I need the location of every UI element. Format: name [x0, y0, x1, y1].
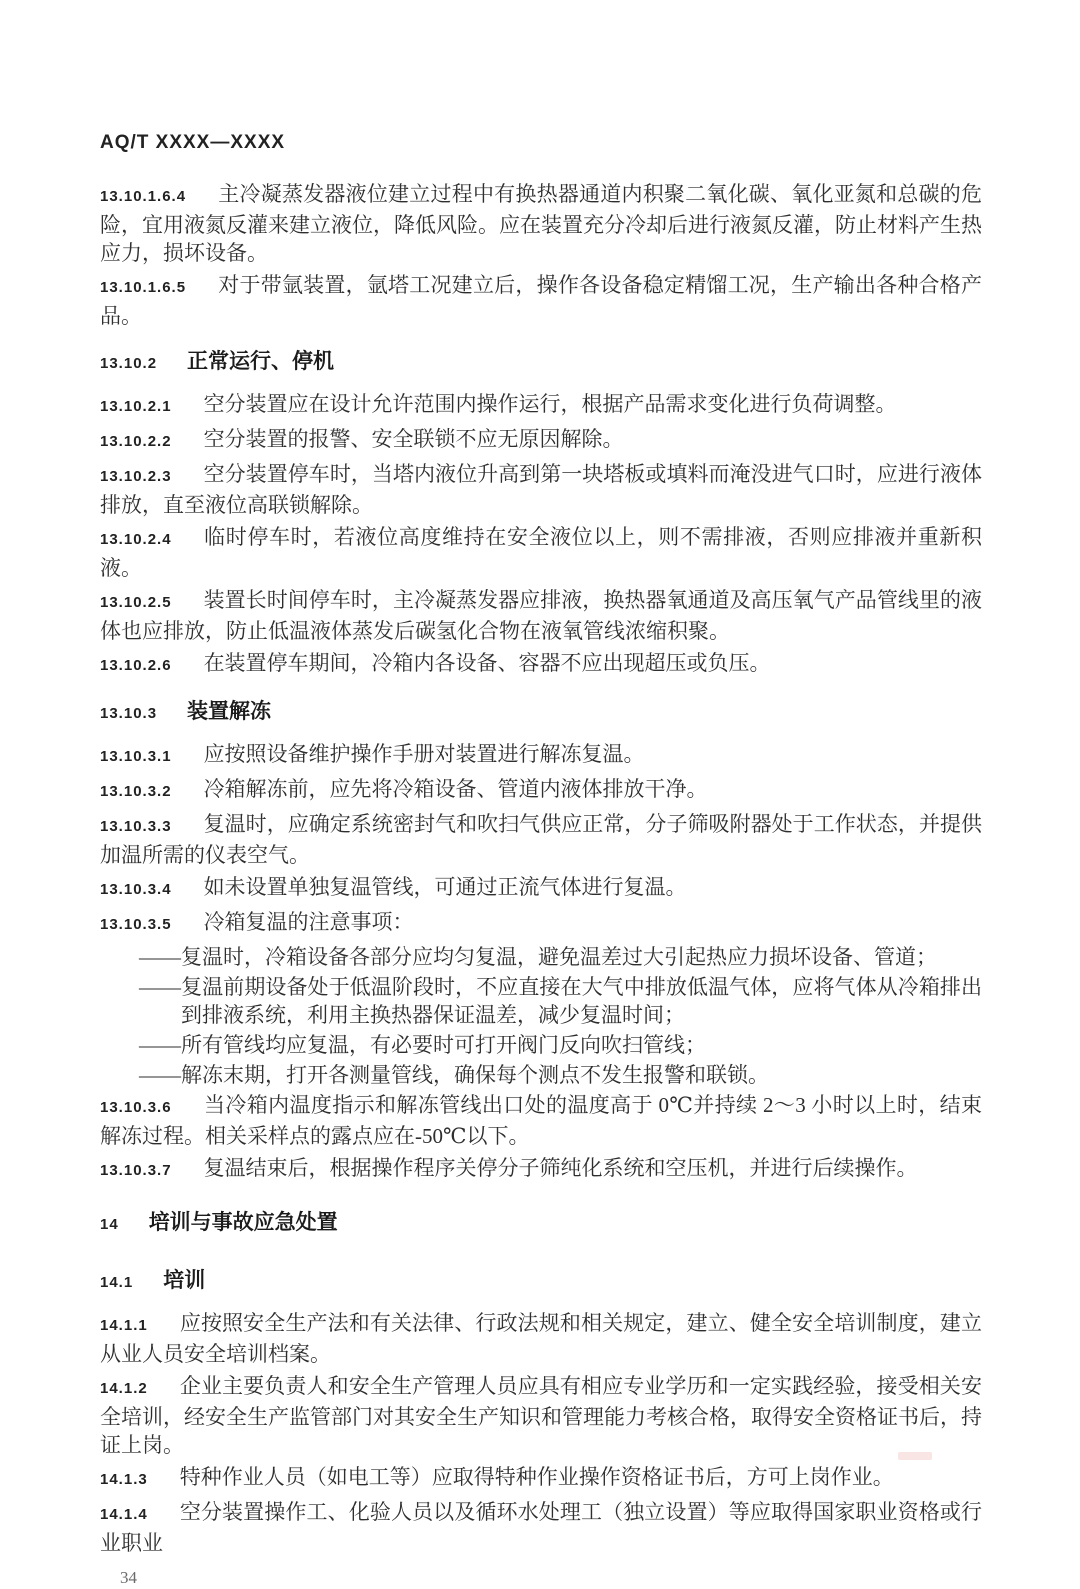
clause-number: 13.10.2.6	[100, 657, 172, 674]
paragraph-text: 特种作业人员（如电工等）应取得特种作业操作资格证书后，方可上岗作业。	[179, 1465, 894, 1489]
paragraph-text: 复温前期设备处于低温阶段时，不应直接在大气中排放低温气体，应将气体从冷箱排出到排液系统，利用主换热器保证温差，减少复温时间；	[181, 975, 982, 1027]
clause-13.10.2.6	[100, 649, 982, 680]
clause-14.1.3	[100, 1463, 982, 1494]
clause-13.10.2.1	[100, 390, 982, 421]
clause-number: 13.10.3.5	[100, 916, 172, 933]
paragraph-text: 在装置停车期间，冷箱内各设备、容器不应出现超压或负压。	[203, 651, 771, 675]
paragraph-text: 当冷箱内温度指示和解冻管线出口处的温度高于 0℃并持续 2～3 小时以上时，结束解冻过程。相关采样点的露点应在-50℃以下。	[100, 1093, 982, 1148]
dash-item	[139, 1031, 982, 1059]
subsection-heading-13.10.3	[100, 698, 982, 728]
clause-number: 13.10.3.3	[100, 818, 172, 835]
paragraph-text: 对于带氩装置，氩塔工况建立后，操作各设备稳定精馏工况，生产输出各种合格产品。	[100, 273, 982, 328]
clause-13.10.1.6.5	[100, 271, 982, 330]
clause-number: 14.1.2	[100, 1380, 148, 1397]
paragraph-text: 冷箱解冻前，应先将冷箱设备、管道内液体排放干净。	[203, 777, 708, 801]
paragraph-text: 解冻末期，打开各测量管线，确保每个测点不发生报警和联锁。	[181, 1063, 769, 1087]
paragraph-text: 应按照安全生产法和有关法律、行政法规和相关规定，建立、健全安全培训制度，建立从业人员安全培训档案。	[100, 1311, 982, 1366]
heading-text: 培训	[163, 1269, 206, 1292]
clause-number: 13.10.1.6.4	[100, 188, 187, 205]
clause-13.10.3.3	[100, 810, 982, 869]
paragraph-text: 复温时，冷箱设备各部分应均匀复温，避免温差过大引起热应力损坏设备、管道；	[181, 945, 937, 969]
clause-number: 13.10.3.6	[100, 1099, 172, 1116]
dash-prefix: ——	[139, 1033, 181, 1057]
clause-14.1.4	[100, 1498, 982, 1557]
clause-13.10.3.2	[100, 775, 982, 806]
clause-13.10.3.6	[100, 1091, 982, 1150]
dash-prefix: ——	[139, 1063, 181, 1087]
clause-number: 14.1.1	[100, 1317, 148, 1334]
paragraph-text: 空分装置应在设计允许范围内操作运行，根据产品需求变化进行负荷调整。	[203, 392, 897, 416]
paragraph-text: 应按照设备维护操作手册对装置进行解冻复温。	[203, 742, 645, 766]
clause-number: 13.10.3.2	[100, 783, 172, 800]
paragraph-text: 主冷凝蒸发器液位建立过程中有换热器通道内积聚二氧化碳、氧化亚氮和总碳的危险，宜用液氮反灌来建立液位，降低风险。应在装置充分冷却后进行液氮反灌，防止材料产生热应力，损坏设备。	[100, 182, 982, 265]
document-body	[100, 180, 982, 1557]
clause-number: 13.10.3.7	[100, 1162, 172, 1179]
clause-number: 14.1.3	[100, 1471, 148, 1488]
paragraph-text: 复温时，应确定系统密封气和吹扫气供应正常，分子筛吸附器处于工作状态，并提供加温所需的仪表空气。	[100, 812, 982, 867]
clause-13.10.2.5	[100, 586, 982, 645]
clause-13.10.3.1	[100, 740, 982, 771]
paragraph-text: 空分装置的报警、安全联锁不应无原因解除。	[203, 427, 624, 451]
clause-number: 13.10.2.4	[100, 531, 172, 548]
clause-13.10.2.2	[100, 425, 982, 456]
heading-text: 装置解冻	[187, 700, 272, 723]
paragraph-text: 复温结束后，根据操作程序关停分子筛纯化系统和空压机，并进行后续操作。	[203, 1156, 918, 1180]
clause-number: 13.10.2.2	[100, 433, 172, 450]
heading-text: 培训与事故应急处置	[148, 1211, 338, 1234]
paragraph-text: 装置长时间停车时，主冷凝蒸发器应排液，换热器氧通道及高压氧气产品管线里的液体也应排放，防止低温液体蒸发后碳氢化合物在液氧管线浓缩积聚。	[100, 588, 982, 643]
clause-number: 13.10.3.1	[100, 748, 172, 765]
paragraph-text: 空分装置停车时，当塔内液位升高到第一块塔板或填料而淹没进气口时，应进行液体排放，直至液位高联锁解除。	[100, 462, 982, 517]
dash-item	[139, 1061, 982, 1089]
clause-number: 13.10.2.3	[100, 468, 172, 485]
paragraph-text: 空分装置操作工、化验人员以及循环水处理工（独立设置）等应取得国家职业资格或行业职业	[100, 1500, 982, 1555]
paragraph-text: 冷箱复温的注意事项：	[203, 910, 414, 934]
clause-number: 13.10.2.5	[100, 594, 172, 611]
clause-13.10.2.3	[100, 460, 982, 519]
clause-number: 13.10.1.6.5	[100, 279, 187, 296]
clause-13.10.3.5	[100, 908, 982, 939]
subsection-heading-13.10.2	[100, 348, 982, 378]
section-heading-14	[100, 1209, 982, 1239]
subsection-heading-14.1	[100, 1267, 982, 1297]
clause-number: 13.10.3.4	[100, 881, 172, 898]
page-number: 34	[120, 1568, 137, 1587]
heading-number: 14.1	[100, 1274, 134, 1291]
clause-number: 13.10.2.1	[100, 398, 172, 415]
page-content	[100, 130, 982, 1589]
heading-number: 14	[100, 1216, 119, 1233]
heading-number: 13.10.3	[100, 705, 158, 722]
heading-number: 13.10.2	[100, 355, 158, 372]
dash-item	[139, 973, 982, 1029]
paragraph-text: 企业主要负责人和安全生产管理人员应具有相应专业学历和一定实践经验，接受相关安全培训，经安全生产监管部门对其安全生产知识和管理能力考核合格，取得安全资格证书后，持证上岗。	[100, 1374, 982, 1457]
clause-13.10.3.4	[100, 873, 982, 904]
dash-prefix: ——	[139, 975, 181, 999]
heading-text: 正常运行、停机	[187, 350, 335, 373]
paragraph-text: 所有管线均应复温，有必要时可打开阀门反向吹扫管线；	[181, 1033, 706, 1057]
document-header: AQ/T XXXX—XXXX	[100, 132, 286, 153]
clause-13.10.1.6.4	[100, 180, 982, 267]
paragraph-text: 临时停车时，若液位高度维持在安全液位以上，则不需排液，否则应排液并重新积液。	[100, 525, 982, 580]
dash-prefix: ——	[139, 945, 181, 969]
clause-14.1.1	[100, 1309, 982, 1368]
dash-item	[139, 943, 982, 971]
watermark-remnant	[898, 1452, 932, 1460]
paragraph-text: 如未设置单独复温管线，可通过正流气体进行复温。	[203, 875, 687, 899]
clause-13.10.3.7	[100, 1154, 982, 1185]
clause-13.10.2.4	[100, 523, 982, 582]
clause-14.1.2	[100, 1372, 982, 1459]
clause-number: 14.1.4	[100, 1506, 148, 1523]
